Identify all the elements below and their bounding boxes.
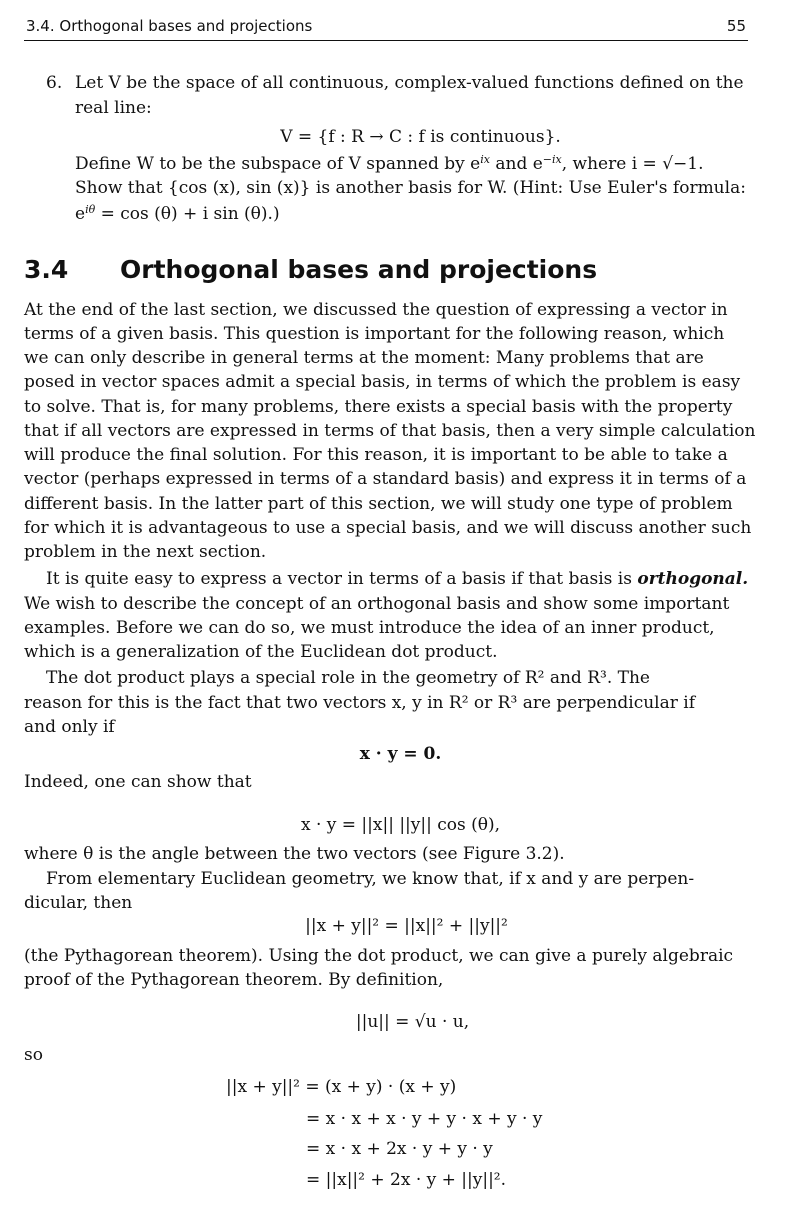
paragraph-1-line: for which it is advantageous to use a special basis, and we will discuss another such	[24, 518, 752, 538]
paragraph-2-line: which is a generalization of the Euclidean dot product.	[24, 642, 498, 662]
paragraph-1-line: we can only describe in general terms at the moment: Many problems that are	[24, 348, 704, 368]
so-line: so	[24, 1045, 43, 1065]
exercise-line-5-b: = cos (θ) + i sin (θ).)	[95, 204, 280, 224]
paragraph-3-line-3: and only if	[24, 717, 115, 737]
exercise-line-5	[75, 203, 280, 225]
paragraph-1-line: different basis. In the latter part of this section, we will study one type of problem	[24, 494, 733, 514]
paragraph-2-text: It is quite easy to express a vector in terms of a basis if that basis is	[46, 569, 638, 589]
paragraph-1-line: terms of a given basis. This question is important for the following reason, which	[24, 324, 725, 344]
page-number: 55	[726, 17, 746, 35]
paragraph-1-line: problem in the next section.	[24, 542, 267, 562]
paragraph-1-line: will produce the final solution. For this reason, it is important to be able to take a	[24, 445, 728, 465]
equation-dot-zero: x · y = 0.	[359, 744, 442, 764]
paragraph-4-line-2: dicular, then	[24, 893, 133, 913]
exercise-line-2: real line:	[75, 98, 152, 118]
paragraph-1-line: posed in vector spaces admit a special basis, in terms of which the problem is easy	[24, 372, 741, 392]
indeed-line: Indeed, one can show that	[24, 772, 252, 792]
exercise-line-3-a: Define W to be the subspace of V spanned by e	[75, 154, 481, 174]
paragraph-2-line: examples. Before we can do so, we must introduce the idea of an inner product,	[24, 618, 715, 638]
paragraph-1-line: At the end of the last section, we discussed the question of expressing a vector in	[24, 300, 728, 320]
exercise-number: 6.	[46, 73, 63, 93]
paragraph-4-line-1: From elementary Euclidean geometry, we know that, if x and y are perpen-	[46, 869, 695, 889]
paragraph-3-line-2: reason for this is the fact that two vectors x, y in R² or R³ are perpendicular if	[24, 693, 696, 713]
exponent-itheta: iθ	[85, 202, 96, 216]
exercise-line-5-a: e	[75, 204, 86, 224]
paragraph-2-line-1	[46, 568, 748, 590]
running-header-title: 3.4. Orthogonal bases and projections	[26, 17, 313, 35]
exercise-set-display: V = {f : R → C : f is continuous}.	[280, 127, 561, 147]
exercise-line-1: Let V be the space of all continuous, complex-valued functions defined on the	[75, 73, 744, 93]
paragraph-3-line-1: The dot product plays a special role in the geometry of R² and R³. The	[46, 668, 650, 688]
exercise-line-3-c: , where i = √−1.	[561, 154, 704, 174]
section-number: 3.4	[24, 255, 69, 284]
exercise-line-3	[75, 153, 704, 175]
exercise-line-4: Show that {cos (x), sin (x)} is another basis for W. (Hint: Use Euler's formula:	[75, 178, 746, 198]
paragraph-5-line: proof of the Pythagorean theorem. By definition,	[24, 970, 444, 990]
paragraph-1-line: that if all vectors are expressed in terms of that basis, then a very simple calculation	[24, 421, 756, 441]
section-title: Orthogonal bases and projections	[120, 255, 598, 284]
equation-dot-cos: x · y = ||x|| ||y|| cos (θ),	[300, 815, 501, 835]
paragraph-1-line: vector (perhaps expressed in terms of a standard basis) and express it in terms of a	[24, 469, 747, 489]
emphasis-orthogonal: orthogonal.	[637, 569, 749, 589]
running-header	[24, 14, 748, 41]
equation-pythagorean: ||x + y||² = ||x||² + ||y||²	[305, 916, 508, 936]
where-line: where θ is the angle between the two vectors (see Figure 3.2).	[24, 844, 565, 864]
equation-chain-line: = ||x||² + 2x · y + ||y||².	[306, 1170, 507, 1190]
exponent-neg-ix: −ix	[542, 152, 562, 166]
equation-chain-line: ||x + y||² = (x + y) · (x + y)	[226, 1077, 457, 1097]
paragraph-2-line: We wish to describe the concept of an orthogonal basis and show some important	[24, 594, 730, 614]
section-heading	[24, 255, 597, 285]
paragraph-1-line: to solve. That is, for many problems, there exists a special basis with the property	[24, 397, 733, 417]
paragraph-5-line: (the Pythagorean theorem). Using the dot product, we can give a purely algebraic	[24, 946, 734, 966]
equation-chain-line: = x · x + 2x · y + y · y	[306, 1139, 493, 1159]
equation-norm: ||u|| = √u · u,	[355, 1012, 470, 1032]
exponent-ix: ix	[480, 152, 490, 166]
equation-chain-line: = x · x + x · y + y · x + y · y	[306, 1109, 543, 1129]
exercise-line-3-b: and e	[489, 154, 543, 174]
